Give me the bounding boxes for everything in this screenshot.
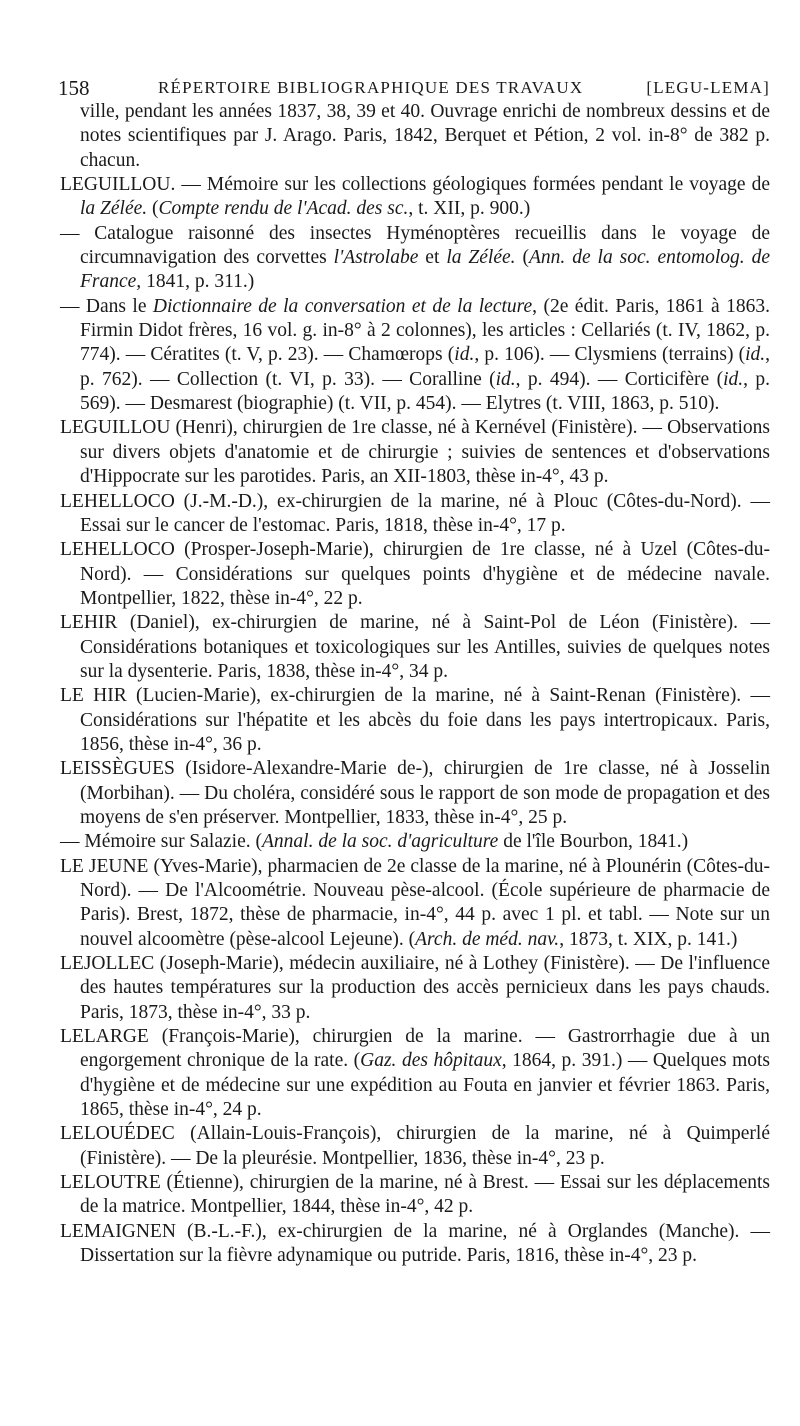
italic-citation: Compte rendu de l'Acad. des sc. — [158, 198, 409, 220]
italic-citation: Ann. de la soc. entomolog. de France, — [80, 247, 770, 293]
entry-text: — Catalogue raisonné des insectes Hyménoptères recueillis dans le voyage de circumnavigation des corvettes — [60, 222, 770, 269]
page-number: 158 — [58, 76, 90, 100]
bibliography-entry — [60, 757, 770, 830]
entry-text: , p. 569). — Desmarest (biographie) (t. VII, p. 454). — Elytres (t. VIII, 1863, p. 510). — [80, 368, 770, 415]
italic-citation: l'Astrolabe — [333, 247, 419, 269]
bibliography-entry — [60, 684, 770, 757]
entry-text: LELARGE (François-Marie), chirurgien de la marine. — Gastrorrhagie due à un engorgement chronique de la rate. ( — [60, 1026, 770, 1072]
entry-text: LEJOLLEC (Joseph-Marie), médecin auxiliaire, né à Lothey (Finistère). — De l'influence des hautes températures sur la production des accès pernicieux dans les pays chauds. Paris, 1873, thèse in-4°, 33 p. — [60, 953, 770, 1023]
entry-text: LE HIR (Lucien-Marie), ex-chirurgien de la marine, né à Saint-Renan (Finistère). — Considérations sur l'hépatite et les abcès du foie dans les pays intertropicaux. Paris, 1856, thèse in-4°, 36 p. — [60, 685, 770, 755]
italic-citation: id. — [495, 368, 516, 390]
entry-text: , p. 106). — Clysmiens (terrains) ( — [474, 344, 746, 366]
bibliography-entry — [60, 222, 770, 295]
entry-text: LELOUÉDEC (Allain-Louis-François), chirurgien de la marine, né à Quimperlé (Finistère). — De la pleurésie. Montpellier, 1836, thèse in-4°, 23 p. — [60, 1123, 770, 1169]
bibliography-entry — [60, 173, 770, 222]
italic-citation: la Zélée. — [80, 198, 148, 220]
entry-text: LEHELLOCO (Prosper-Joseph-Marie), chirurgien de 1re classe, né à Uzel (Côtes-du-Nord). — Considérations sur quelques points d'hygiène et de médecine navale. Montpellier, 1822, thèse in-4°, 22 p. — [60, 539, 770, 609]
entry-text: ( — [147, 198, 159, 220]
entry-text: 1841, p. 311.) — [141, 271, 255, 293]
bibliography-entry — [60, 611, 770, 684]
entry-text: , p. 762). — Collection (t. VI, p. 33). — Coralline ( — [80, 344, 770, 390]
italic-citation: Annal. de la soc. d'agriculture — [261, 831, 499, 853]
bibliography-entry — [60, 1171, 770, 1220]
bibliography-entry — [60, 855, 770, 952]
entry-range: [LEGU-LEMA] — [646, 78, 770, 97]
bibliography-entry — [60, 538, 770, 611]
italic-citation: Arch. de méd. nav. — [415, 928, 560, 950]
entry-text: , 1864, p. 391.) — Quelques mots d'hygiène et de médecine sur une expédition au Fouta en janvier et février 1863. Paris, 1865, thèse in-4°, 24 p. — [80, 1050, 770, 1121]
italic-citation: id. — [723, 368, 744, 390]
bibliography-entry — [60, 830, 770, 854]
entry-text: LEMAIGNEN (B.-L.-F.), ex-chirurgien de la marine, né à Orglandes (Manche). — Dissertation sur la fièvre adynamique ou putride. Paris, 1816, thèse in-4°, 23 p. — [60, 1220, 770, 1267]
entry-text: de l'île Bourbon, 1841.) — [498, 831, 689, 853]
bibliography-entry — [60, 1025, 770, 1122]
entry-text: , p. 494). — Corticifère ( — [515, 368, 724, 390]
entry-text: LEGUILLOU. — Mémoire sur les collections géologiques formées pendant le voyage de — [60, 174, 770, 196]
running-head — [58, 64, 770, 100]
running-title: RÉPERTOIRE BIBLIOGRAPHIQUE DES TRAVAUX — [158, 78, 584, 97]
entry-text: ( — [515, 247, 529, 269]
bibliography-entry — [60, 1220, 770, 1269]
italic-citation: Gaz. des hôpitaux — [360, 1050, 502, 1072]
bibliography-entry — [60, 490, 770, 539]
bibliography-entry — [60, 295, 770, 417]
entry-text: LEGUILLOU (Henri), chirurgien de 1re classe, né à Kernével (Finistère). — Observations sur divers objets d'anatomie et de chirurgie ; suivies de sentences et d'observations d'Hippocrate sur les parotides. Paris, an XII-1803, thèse in-4°, 43 p. — [60, 417, 770, 488]
entry-text: — Mémoire sur Salazie. ( — [60, 831, 262, 853]
italic-citation: la Zélée. — [446, 247, 516, 269]
entry-text: et — [418, 247, 447, 269]
entry-text: , 1873, t. XIX, p. 141.) — [559, 928, 738, 950]
entry-text: , t. XII, p. 900.) — [408, 198, 531, 220]
bibliography-entry — [60, 952, 770, 1025]
bibliography-entries — [60, 100, 770, 1269]
bibliography-entry — [60, 416, 770, 489]
bibliography-entry — [60, 100, 770, 173]
entry-text: — Dans le — [60, 295, 153, 317]
entry-text: , (2e édit. Paris, 1861 à 1863. Firmin Didot frères, 16 vol. g. in-8° à 2 colonnes), les articles : Cellariés (t. IV, 1862, p. 774). — Cératites (t. V, p. 23). — Chamœrops ( — [80, 295, 770, 366]
entry-text: LEISSÈGUES (Isidore-Alexandre-Marie de-), chirurgien de 1re classe, né à Josselin (Morbihan). — Du choléra, considéré sous le rapport de son mode de propagation et des moyens de s'en préserver. Montpellier, 1833, thèse in-4°, 25 p. — [60, 758, 770, 828]
entry-text: ville, pendant les années 1837, 38, 39 et 40. Ouvrage enrichi de nombreux dessins et de notes scientifiques par J. Arago. Paris, 1842, Berquet et Pétion, 2 vol. in-8° de 382 p. chacun. — [80, 101, 770, 171]
entry-text: LEHIR (Daniel), ex-chirurgien de marine, né à Saint-Pol de Léon (Finistère). — Considérations botaniques et toxicologiques sur les Antilles, suivies de quelques notes sur la dysenterie. Paris, 1838, thèse in-4°, 34 p. — [60, 612, 770, 682]
italic-citation: id. — [454, 344, 475, 366]
italic-citation: Dictionnaire de la conversation et de la lecture — [152, 295, 533, 317]
bibliography-entry — [60, 1122, 770, 1171]
entry-text: LEHELLOCO (J.-M.-D.), ex-chirurgien de la marine, né à Plouc (Côtes-du-Nord). — Essai sur le cancer de l'estomac. Paris, 1818, thèse in-4°, 17 p. — [60, 490, 770, 536]
italic-citation: id. — [745, 344, 766, 366]
entry-text: LELOUTRE (Étienne), chirurgien de la marine, né à Brest. — Essai sur les déplacements de la matrice. Montpellier, 1844, thèse in-4°, 42 p. — [60, 1172, 770, 1218]
entry-text: LE JEUNE (Yves-Marie), pharmacien de 2e classe de la marine, né à Plounérin (Côtes-du-Nord). — De l'Alcoométrie. Nouveau pèse-alcool. (École supérieure de pharmacie de Paris). Brest, 1872, thèse de pharmacie, in-4°, 44 p. avec 1 pl. et tabl. — Note sur un nouvel alcoomètre (pèse-alcool Lejeune). ( — [60, 855, 770, 950]
